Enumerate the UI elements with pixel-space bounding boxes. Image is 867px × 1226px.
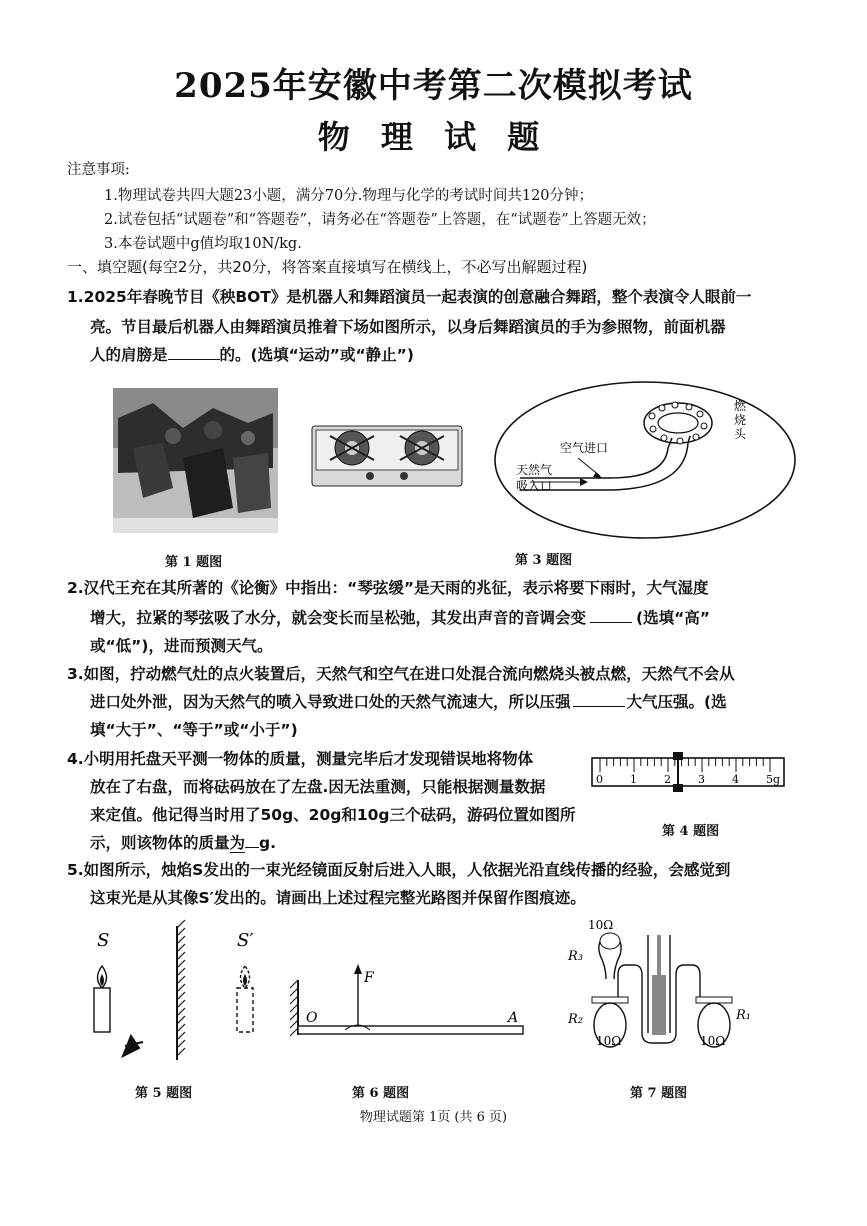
- fig7-right-res-label: 10Ω: [700, 1034, 726, 1048]
- page-footer: 物理试题第 1页 (共 6 页): [359, 1110, 508, 1125]
- mirror-hatch-line: [177, 984, 185, 992]
- q3-line2: 进口处外泄，因为天然气的喷入导致进口处的天然气流速大，所以压强 大气压强。(选: [90, 693, 727, 711]
- fig3-burner-label-3: 头: [734, 427, 747, 441]
- mirror-hatch-line: [177, 976, 185, 984]
- scale-label: 1: [630, 773, 637, 786]
- fig5-caption: 第 5 题图: [135, 1086, 193, 1101]
- exam-subtitle: 物 理 试 题: [317, 118, 550, 156]
- q2-answer-blank[interactable]: [590, 622, 632, 623]
- fig6-a-label: A: [508, 1010, 519, 1026]
- q5-line1: 5.如图所示，烛焰S发出的一束光经镜面反射后进入人眼，人依据光沿直线传播的经验，会感觉到: [67, 861, 731, 879]
- mirror-hatch-line: [177, 1024, 185, 1032]
- q5-line2: 这束光是从其像S′发出的。请画出上述过程完整光路图并保留作图痕迹。: [90, 889, 586, 907]
- fig6-o-label: O: [306, 1010, 318, 1026]
- fig6-caption: 第 6 题图: [352, 1086, 410, 1101]
- mirror-hatch-line: [177, 968, 185, 976]
- scale-label: 2: [664, 773, 671, 786]
- mirror-hatch-line: [177, 920, 185, 928]
- fig5-diagram: [85, 918, 285, 1068]
- q2-line2: 增大，拉紧的琴弦吸了水分，就会变长而呈松弛，其发出声音的音调会变 (选填“高”: [90, 609, 710, 627]
- fig5-s-prime-label: S′: [237, 930, 254, 951]
- q4-line2: 放在了右盘，而将砝码放在了左盘.因无法重测，只能根据测量数据: [90, 778, 546, 796]
- fig7-top-res-label: 10Ω: [588, 918, 614, 932]
- fig3-gas-label-2: 吸入口: [516, 479, 553, 493]
- mirror-hatch-line: [177, 936, 185, 944]
- q2-line3: 或“低”)，进而预测天气。: [90, 637, 273, 655]
- mirror-hatch-line: [177, 1032, 185, 1040]
- fig3-burner-label-1: 燃: [734, 399, 747, 413]
- fig1-caption: 第 1 题图: [165, 555, 223, 570]
- note-item-1: 1.物理试卷共四大题23小题，满分70分.物理与化学的考试时间共120分钟；: [104, 188, 594, 204]
- fig3-air-inlet-label: 空气进口: [560, 441, 609, 455]
- q1-line3: 人的肩膀是 的。(选填“运动”或“静止”): [90, 346, 414, 364]
- exam-title: 2025年安徽中考第二次模拟考试: [174, 66, 693, 106]
- q1-answer-blank[interactable]: [168, 359, 220, 360]
- notes-heading: 注意事项:: [67, 162, 130, 178]
- q2-line1: 2.汉代王充在其所著的《论衡》中指出：“琴弦缓”是天雨的兆征，表示将要下雨时，大气湿度: [67, 579, 709, 597]
- fig7-r3-label: R₃: [568, 949, 583, 964]
- mirror-hatch-line: [177, 1000, 185, 1008]
- mirror-hatch-line: [177, 928, 185, 936]
- mirror-hatch-line: [177, 944, 185, 952]
- q4-answer-blank[interactable]: [245, 847, 259, 848]
- fig3-burner-label-2: 烧: [734, 413, 747, 427]
- fig4-scale: [588, 750, 788, 800]
- q1-line1: 1.2025年春晚节目《秧BOT》是机器人和舞蹈演员一起表演的创意融合舞蹈，整个表演令人眼前一: [67, 288, 752, 306]
- fig6-diagram: [290, 960, 530, 1040]
- q3-line1: 3.如图，拧动燃气灶的点火装置后，天然气和空气在进口处混合流向燃烧头被点燃，天然气不会从: [67, 665, 735, 683]
- fig1-photo: [113, 388, 278, 533]
- mirror-hatch-line: [177, 992, 185, 1000]
- mirror-hatch-line: [177, 1040, 185, 1048]
- fig6-f-label: F: [364, 970, 374, 986]
- fig7-r1-label: R₁: [736, 1008, 751, 1023]
- fig7-caption: 第 7 题图: [630, 1086, 688, 1101]
- fig3-caption: 第 3 题图: [515, 553, 573, 568]
- scale-label: 3: [698, 773, 705, 786]
- scale-label: 0: [596, 773, 603, 786]
- fig7-left-res-label: 10Ω: [596, 1034, 622, 1048]
- mirror-hatch-line: [177, 1008, 185, 1016]
- section-heading: 一、填空题(每空2分，共20分，将答案直接填写在横线上，不必写出解题过程): [67, 258, 588, 276]
- mirror-hatch-line: [177, 1048, 185, 1056]
- fig5-s-label: S: [97, 930, 110, 951]
- scale-label: 4: [732, 773, 739, 786]
- note-item-2: 2.试卷包括“试题卷”和“答题卷”，请务必在“答题卷”上答题，在“试题卷”上答题无效；: [104, 212, 656, 228]
- fig3-diagram: [300, 378, 800, 543]
- scale-label: 5g: [766, 773, 781, 786]
- fig7-diagram: [560, 915, 770, 1065]
- mirror-hatch-line: [177, 960, 185, 968]
- q4-line3: 来定值。他记得当时用了50g、20g和10g三个砝码，游码位置如图所: [90, 806, 576, 824]
- fig7-r2-label: R₂: [568, 1012, 583, 1027]
- q1-line2: 亮。节目最后机器人由舞蹈演员推着下场如图所示，以身后舞蹈演员的手为参照物，前面机器: [90, 318, 726, 336]
- fig3-gas-label-1: 天然气: [516, 463, 553, 477]
- q4-line1: 4.小明用托盘天平测一物体的质量，测量完毕后才发现错误地将物体: [67, 750, 534, 768]
- note-item-3: 3.本卷试题中g值均取10N/kg.: [104, 236, 302, 252]
- mirror-hatch-line: [177, 1016, 185, 1024]
- q3-answer-blank[interactable]: [573, 706, 625, 707]
- q3-line3: 填“大于”、“等于”或“小于”): [90, 721, 298, 739]
- mirror-hatch-line: [177, 952, 185, 960]
- fig4-caption: 第 4 题图: [662, 824, 720, 839]
- q4-line4: 示，则该物体的质量为 g.: [90, 834, 277, 852]
